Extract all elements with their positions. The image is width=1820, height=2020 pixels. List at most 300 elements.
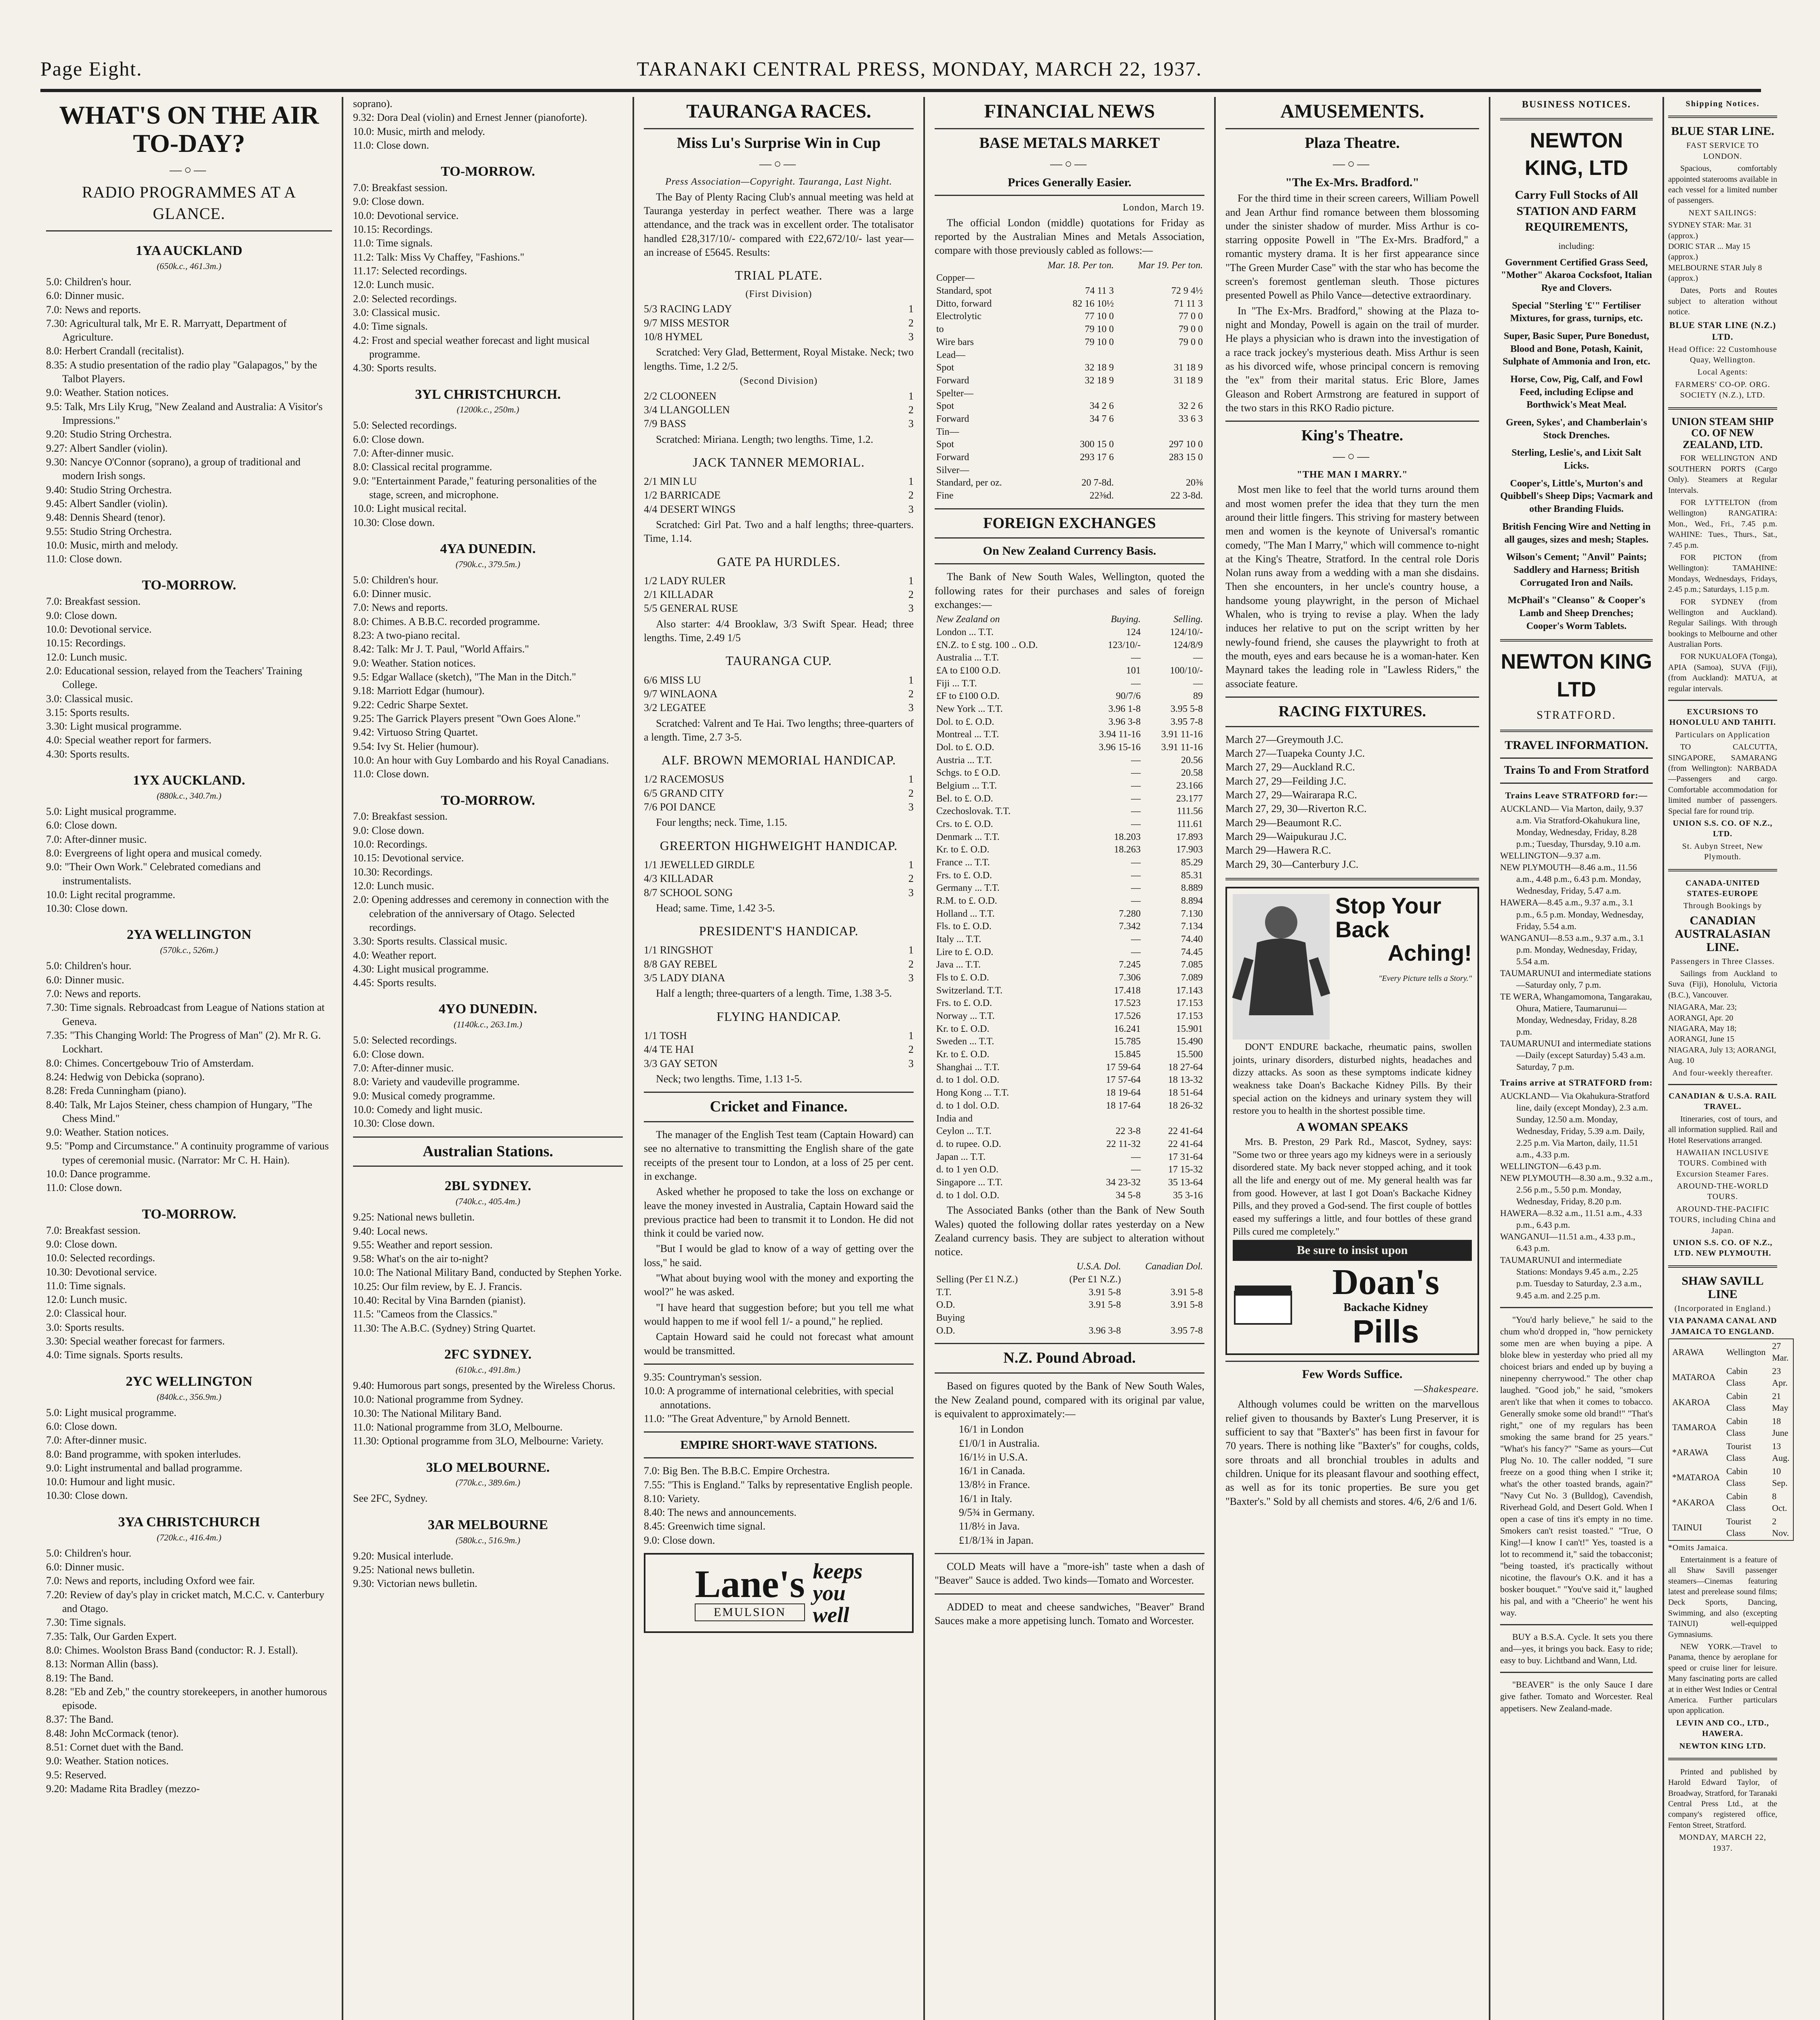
table-cell: Fls to £. O.D. xyxy=(936,972,989,983)
table-cell: Singapore ... T.T. xyxy=(936,1177,1003,1188)
race-notes: Half a length; three-quarters of a length. Time, 1.38 3-5. xyxy=(656,987,892,999)
shaw-cell: *MATAROA xyxy=(1672,1472,1720,1482)
table-cell: 7.306 xyxy=(1119,972,1141,983)
table-cell: 3.96 1-8 xyxy=(1108,704,1141,714)
programme-item: 11.0: Close down. xyxy=(46,1182,122,1194)
programme-item: 11.0: Close down. xyxy=(353,139,429,151)
table-cell: Spot xyxy=(936,401,954,412)
table-row xyxy=(935,426,1204,439)
table-cell: 20 7-8d. xyxy=(1081,478,1114,488)
programme-item: 7.0: Breakfast session. xyxy=(353,182,448,194)
doans-subheading: A WOMAN SPEAKS xyxy=(1296,1120,1408,1134)
radio-continued-column xyxy=(343,97,634,2020)
new-york-notice: NEW YORK.—Travel to Panama, thence by aeroplane for speed or cruise liner for leisure. Many fascinating ports are called at in either West Indies or Central America. Further particulars upon application. xyxy=(1668,1642,1777,1715)
race-runner-row xyxy=(644,403,914,417)
programme-item: 5.0: Light musical programme. xyxy=(46,805,177,817)
station-name: 1YA AUCKLAND xyxy=(135,243,243,258)
table-row xyxy=(935,464,1204,477)
table-cell xyxy=(1116,349,1204,362)
programme-item: 5.0: Light musical programme. xyxy=(46,1406,177,1418)
lanes-tag-you: you xyxy=(813,1581,846,1605)
programme-item: 11.0: Close down. xyxy=(353,768,429,780)
runner-name: 9/7 WINLAONA xyxy=(644,688,718,700)
table-cell: Japan ... T.T. xyxy=(936,1151,986,1162)
table-cell: 124 xyxy=(1126,627,1141,638)
programme-item: 9.22: Cedric Sharpe Sextet. xyxy=(353,699,469,711)
sailing-item: DORIC STAR ... May 15 (approx.) xyxy=(1668,242,1751,262)
race-runner-row xyxy=(644,588,914,602)
programme-item: 6.0: Close down. xyxy=(353,1048,425,1060)
levin-and-co: LEVIN AND CO., LTD., HAWERA. xyxy=(1676,1718,1769,1738)
programme-item: 10.30: Recordings. xyxy=(353,866,433,878)
plaza-paragraph: For the third time in their screen careers, William Powell and Jean Arthur find romance between them blossoming under the sinister shadow of murder. Miss Arthur is co-starring opposite Powell in "The Ex-Mrs. Bradford," a romantic mystery drama. It is her first appearance since "The Green Murder Case" with the star who has become the screen's foremost gentleman sleuth. Those pictures presented Powell as Philo Vance—detective extraordinary. xyxy=(1225,192,1479,301)
table-cell: 18 13-32 xyxy=(1168,1075,1203,1086)
race-name: PRESIDENT'S HANDICAP. xyxy=(699,924,859,938)
runner-place: 3 xyxy=(908,330,914,343)
table-row xyxy=(935,310,1204,323)
table-cell: Frs. to £. O.D. xyxy=(936,870,992,881)
runner-place: 2 xyxy=(908,688,914,700)
table-cell: 15.845 xyxy=(1114,1049,1141,1060)
table-cell: 15.500 xyxy=(1176,1049,1203,1060)
table-row xyxy=(935,754,1204,767)
programme-item: 4.0: Time signals. xyxy=(353,320,428,332)
programme-item: 8.37: The Band. xyxy=(46,1713,114,1725)
nz-pound-list xyxy=(935,1422,1204,1547)
canadian-australasian-note: And four-weekly thereafter. xyxy=(1672,1068,1773,1077)
table-cell: 79 10 0 xyxy=(1084,337,1114,347)
pound-item: 11/8½ in Java. xyxy=(959,1520,1020,1532)
table-cell: France ... T.T. xyxy=(936,857,990,868)
divider xyxy=(353,1136,623,1138)
runner-place: 3 xyxy=(908,702,914,714)
table-cell xyxy=(1122,1273,1204,1286)
programme-item: 9.48: Dennis Sheard (tenor). xyxy=(46,511,166,524)
dollar-rates-note: The Associated Banks (other than the Bank of New South Wales) quoted the following dollar rates yesterday on a New Zealand currency basis. They are subject to alteration without notice. xyxy=(935,1204,1204,1258)
table-cell: 18 51-64 xyxy=(1168,1088,1203,1098)
canadian-australasian-sailings xyxy=(1668,1002,1777,1066)
radio-station-list xyxy=(46,242,332,1796)
table-cell: 17 57-64 xyxy=(1106,1075,1141,1086)
shaw-savill-body: Entertainment is a feature of all Shaw Savill passenger steamers—Cinemas featuring latest and prerelease sound films; Deck Sports, Dancing, Swimming, and also (excepting TAINUI) well-equipped Gymnasiums. xyxy=(1668,1555,1777,1639)
station-frequency: (720k.c., 416.4m.) xyxy=(156,1532,222,1542)
shaw-cell: Cabin Class xyxy=(1726,1491,1748,1513)
table-cell: (Per £1 N.Z.) xyxy=(1069,1274,1121,1285)
table-cell: 20.56 xyxy=(1181,755,1203,766)
runner-name: 1/2 RACEMOSUS xyxy=(644,773,724,785)
table-row xyxy=(935,690,1204,703)
table-cell: Kr. to £. O.D. xyxy=(936,844,990,855)
runner-name: 6/5 GRAND CITY xyxy=(644,787,725,799)
train-departure: TE WERA, Whangamomona, Tangarakau, Ohura, Matiere, Taumarunui—Monday, Wednesday, Friday, 8.28 p.m. xyxy=(1500,991,1652,1037)
table-cell: Fls. to £. O.D. xyxy=(936,921,992,932)
divider xyxy=(1225,128,1479,129)
programme-item: 3.30: Special weather forecast for farmers. xyxy=(46,1335,225,1347)
station-frequency: (840k.c., 356.9m.) xyxy=(156,1391,222,1402)
runner-name: 1/1 JEWELLED GIRDLE xyxy=(644,858,755,871)
train-departure: AUCKLAND— Via Marton, daily, 9.37 a.m. Via Stratford-Okahukura line, Monday, Wednesday, Friday, 8.28 p.m.; Tuesday, Thursday, 9.10 a.m. xyxy=(1500,804,1643,849)
divider xyxy=(1225,421,1479,422)
table-row xyxy=(935,985,1204,997)
shaw-row xyxy=(1669,1439,1793,1464)
table-cell: £A to £100 O.D. xyxy=(936,665,1001,676)
programme-item: 9.0: Light instrumental and ballad programme. xyxy=(46,1462,242,1474)
newton-king-item: McPhail's "Cleanso" & Cooper's Lamb and Sheep Drenches; Cooper's Worm Tablets. xyxy=(1507,595,1646,631)
table-row xyxy=(935,665,1204,678)
table-row xyxy=(935,1164,1204,1176)
races-dateline: Press Association—Copyright. Tauranga, Last Night. xyxy=(665,177,892,187)
programme-item: 7.0: Breakfast session. xyxy=(46,595,141,608)
amusements-heading: AMUSEMENTS. xyxy=(1280,101,1425,122)
table-cell: 3.95 7-8 xyxy=(1171,716,1203,727)
sailing-item: NIAGARA, Mar. 23; AORANGI, Apr. 20 xyxy=(1668,1003,1737,1023)
table-cell: — xyxy=(1131,755,1141,766)
racing-fixture: March 29—Hawera R.C. xyxy=(1225,844,1331,856)
runner-place: 1 xyxy=(908,574,914,587)
empire-shortwave-heading: EMPIRE SHORT-WAVE STATIONS. xyxy=(680,1438,877,1452)
table-cell: 33 6 3 xyxy=(1179,413,1203,424)
table-cell: Dol. to £. O.D. xyxy=(936,742,994,753)
table-cell: 300 15 0 xyxy=(1080,439,1114,450)
table-row xyxy=(935,490,1204,503)
divider-ornament: —○— xyxy=(1050,157,1089,170)
runner-name: 2/2 CLOONEEN xyxy=(644,390,717,402)
farmers-coop: FARMERS' CO-OP. ORG. SOCIETY (N.Z.), LTD. xyxy=(1675,380,1770,400)
runner-place: 1 xyxy=(908,674,914,686)
table-cell: O.D. xyxy=(936,1325,955,1336)
programme-item: 2.0: Selected recordings. xyxy=(353,292,457,305)
runner-name: 8/8 GAY REBEL xyxy=(644,958,717,970)
programme-item: 5.0: Selected recordings. xyxy=(353,1034,457,1046)
table-row xyxy=(935,831,1204,844)
table-cell xyxy=(1116,464,1204,477)
programme-item: 9.25: National news bulletin. xyxy=(353,1563,475,1576)
foreign-exchanges-heading: FOREIGN EXCHANGES xyxy=(983,514,1156,532)
kings-film-title: "THE MAN I MARRY." xyxy=(1297,469,1408,480)
race-runner-row xyxy=(644,417,914,431)
pill-box-icon xyxy=(1233,1284,1293,1328)
divider xyxy=(935,1343,1204,1344)
table-row xyxy=(935,1312,1204,1325)
table-cell xyxy=(1025,349,1116,362)
radio-column xyxy=(36,97,343,2020)
table-row xyxy=(935,1023,1204,1036)
table-row xyxy=(935,438,1204,451)
programme-item: 10.0: A programme of international celebrities, with special annotations. xyxy=(644,1385,894,1411)
table-cell: 17.153 xyxy=(1176,998,1203,1009)
table-cell xyxy=(1049,1312,1122,1325)
table-cell: 20⅜ xyxy=(1186,478,1203,488)
table-cell: 3.91 5-8 xyxy=(1171,1300,1203,1311)
table-cell: Fine xyxy=(936,490,954,501)
programme-item: 7.35: Talk, Our Garden Expert. xyxy=(46,1630,177,1642)
programme-item: 10.30: Devotional service. xyxy=(46,1266,157,1278)
programme-item: 11.30: Optional programme from 3LO, Melbourne: Variety. xyxy=(353,1435,604,1447)
programme-item: 7.0: After-dinner music. xyxy=(46,833,147,845)
table-cell: — xyxy=(1131,806,1141,817)
table-cell: Austria ... T.T. xyxy=(936,755,992,766)
table-cell: 20.58 xyxy=(1181,768,1203,779)
table-row xyxy=(935,1138,1204,1151)
union-steamship-item: FOR WELLINGTON AND SOUTHERN PORTS (Cargo Only). Steamers at Regular Intervals. xyxy=(1668,454,1777,495)
programme-item: 6.0: Dinner music. xyxy=(46,290,124,302)
races-column xyxy=(634,97,925,2020)
divider xyxy=(1500,639,1653,642)
divider xyxy=(935,1593,1204,1595)
blue-star-note: Dates, Ports and Routes subject to alteration without notice. xyxy=(1668,286,1777,317)
divider xyxy=(1500,118,1653,120)
race-runner-row xyxy=(644,475,914,488)
programme-item: 9.20: Studio String Orchestra. xyxy=(46,428,172,440)
race-runner-row xyxy=(644,330,914,344)
programme-item: 9.0: "Their Own Work." Celebrated comedians and instrumentalists. xyxy=(46,861,261,887)
table-row xyxy=(935,400,1204,413)
table-row xyxy=(935,1113,1204,1126)
table-row xyxy=(935,1074,1204,1087)
masthead xyxy=(40,48,1761,92)
table-cell: Crs. to £. O.D. xyxy=(936,819,993,830)
table-header-cell: Mar. 18. Per ton. xyxy=(1047,260,1114,271)
levin-newton-king: NEWTON KING LTD. xyxy=(1679,1741,1766,1751)
finance-heading: FINANCIAL NEWS xyxy=(984,101,1155,122)
table-cell: 16.241 xyxy=(1114,1023,1141,1034)
table-row xyxy=(935,1325,1204,1338)
table-cell: — xyxy=(1193,652,1203,663)
programme-item: 10.0: Dance programme. xyxy=(46,1168,151,1180)
pound-item: 16/1½ in U.S.A. xyxy=(959,1451,1028,1463)
racing-fixture: March 29, 30—Canterbury J.C. xyxy=(1225,858,1359,870)
table-row xyxy=(935,1299,1204,1312)
table-cell: — xyxy=(1131,870,1141,881)
station-name: 2YC WELLINGTON xyxy=(126,1374,252,1389)
programme-item: 9.30: Nancye O'Connor (soprano), a group of traditional and modern Irish songs. xyxy=(46,456,301,482)
table-row xyxy=(935,780,1204,793)
table-cell: 3.96 15-16 xyxy=(1099,742,1141,753)
doans-brand-sub: Backache Kidney xyxy=(1343,1301,1428,1314)
race-division: (First Division) xyxy=(745,288,812,299)
programme-item: 4.30: Sports results. xyxy=(353,362,437,374)
table-row xyxy=(935,678,1204,690)
newton-king-stratford-sub: STRATFORD. xyxy=(1536,709,1616,722)
runner-place: 2 xyxy=(908,404,914,416)
base-metals-table xyxy=(935,259,1204,503)
train-arrival: NEW PLYMOUTH—8.30 a.m., 9.32 a.m., 2.56 p.m., 5.50 p.m. Monday, Wednesday, Friday, 8.20 p.m. xyxy=(1500,1173,1653,1207)
kings-theatre-heading: King's Theatre. xyxy=(1301,427,1403,444)
newton-king-item: British Fencing Wire and Netting in all gauges, sizes and mesh; Staples. xyxy=(1502,521,1651,545)
divider xyxy=(935,508,1204,509)
table-cell: Spot xyxy=(936,362,954,373)
table-cell: 3.95 7-8 xyxy=(1171,1325,1203,1336)
programme-item: 4.0: Time signals. Sports results. xyxy=(46,1349,183,1361)
programme-item: 9.54: Ivy St. Helier (humour). xyxy=(353,740,479,752)
runner-name: 9/7 MISS MESTOR xyxy=(644,317,729,329)
plaza-heading: Plaza Theatre. xyxy=(1305,134,1400,152)
table-cell: 71 11 3 xyxy=(1174,298,1203,309)
excursions-heading: EXCURSIONS TO HONOLULU AND TAHITI. xyxy=(1669,707,1776,727)
divider xyxy=(1668,116,1777,118)
programme-item: 9.5: "Pomp and Circumstance." A continuity programme of various types of ceremonial music. (Narrator: Mr C. H. Hain). xyxy=(46,1140,329,1166)
programme-item: 5.0: Children's hour. xyxy=(46,960,132,972)
racing-fixture: March 27, 29—Auckland R.C. xyxy=(1225,761,1355,773)
programme-item: 8.51: Cornet duet with the Band. xyxy=(46,1741,184,1753)
next-sailings-label: NEXT SAILINGS: xyxy=(1688,208,1757,217)
rail-body: Itineraries, cost of tours, and all information supplied. Rail and Hotel Reservations arranged. xyxy=(1668,1114,1777,1145)
station-name: TO-MORROW. xyxy=(441,164,535,179)
table-cell: 79 10 0 xyxy=(1084,324,1114,335)
programme-item: 10.0: An hour with Guy Lombardo and his Royal Canadians. xyxy=(353,754,609,766)
shipping-column xyxy=(1664,97,1790,2020)
newton-king-item: Sterling, Leslie's, and Lixit Salt Licks. xyxy=(1511,448,1641,471)
race-notes: Also starter: 4/4 Brooklaw, 3/3 Swift Spear. Head; three lengths. Time, 2.49 1/5 xyxy=(644,618,914,644)
programme-item: 10.15: Recordings. xyxy=(353,223,433,236)
runner-name: 7/9 BASS xyxy=(644,418,686,430)
race-name: GREERTON HIGHWEIGHT HANDICAP. xyxy=(660,838,898,853)
table-row xyxy=(935,805,1204,818)
table-row xyxy=(935,856,1204,869)
programme-item: 9.0: Weather. Station notices. xyxy=(46,1126,169,1138)
programme-item: 8.0: Classical recital programme. xyxy=(353,461,492,473)
tobacco-story xyxy=(1500,1314,1653,1619)
programme-item: 11.30: The A.B.C. (Sydney) String Quartet. xyxy=(353,1322,536,1334)
programme-item: 10.30: Close down. xyxy=(46,1490,128,1502)
programme-item: 9.0: Close down. xyxy=(353,824,425,836)
programme-item: 10.0: Selected recordings. xyxy=(46,1252,156,1264)
runner-place: 1 xyxy=(908,858,914,871)
runner-place: 3 xyxy=(908,602,914,614)
divider xyxy=(1668,1084,1777,1085)
runner-name: 1/2 LADY RULER xyxy=(644,574,726,587)
programme-item: 7.0: After-dinner music. xyxy=(46,1434,147,1446)
beaver-sauce-notice: "BEAVER" is the only Sauce I dare give father. Tomato and Worcester. Real appetisers. New Zealand-made. xyxy=(1500,1679,1653,1713)
programme-item: 9.27: Albert Sandler (violin). xyxy=(46,442,168,454)
table-cell: 22 11-32 xyxy=(1106,1138,1141,1149)
programme-item: 9.40: Local news. xyxy=(353,1225,428,1237)
programme-item: 12.0: Lunch music. xyxy=(353,279,434,291)
shaw-cell: 13 Aug. xyxy=(1772,1441,1790,1463)
table-cell: 35 3-16 xyxy=(1173,1190,1203,1201)
station-name: 4YO DUNEDIN. xyxy=(439,1002,537,1017)
table-cell: Frs. to £. O.D. xyxy=(936,998,992,1009)
table-row xyxy=(935,626,1204,639)
race-runner-row xyxy=(644,602,914,615)
table-header-cell xyxy=(935,1260,1049,1273)
table-cell: India and xyxy=(936,1113,973,1124)
table-cell: 100/10/- xyxy=(1170,665,1203,676)
lanes-sub: EMULSION xyxy=(695,1603,805,1621)
programme-item: 9.20: Musical interlude. xyxy=(353,1550,454,1562)
programme-item: 3.30: Light musical programme. xyxy=(46,720,182,732)
race-runner-row xyxy=(644,389,914,403)
runner-place: 2 xyxy=(908,873,914,885)
table-cell: 17 59-64 xyxy=(1106,1062,1141,1073)
union-steamship-item: FOR PICTON (from Wellington): TAMAHINE: Mondays, Wednesdays, Fridays, 2.45 p.m.; Saturdays, 1.15 p.m. xyxy=(1668,553,1777,594)
table-cell: Sweden ... T.T. xyxy=(936,1036,994,1047)
programme-item: 9.5: Reserved. xyxy=(46,1769,107,1781)
table-row xyxy=(935,336,1204,349)
pound-item: 9/5¾ in Germany. xyxy=(959,1507,1035,1519)
table-cell: Australia ... T.T. xyxy=(936,652,999,663)
runner-name: 6/6 MISS LU xyxy=(644,674,701,686)
divider-ornament: —○— xyxy=(169,163,209,177)
canada-heading: CANADA-UNITED STATES-EUROPE xyxy=(1685,878,1760,898)
table-cell: R.M. to £. O.D. xyxy=(936,896,997,907)
programme-item: 10.0: Devotional service. xyxy=(46,623,152,635)
table-row xyxy=(935,741,1204,754)
divider xyxy=(1225,878,1479,880)
table-cell: Shanghai ... T.T. xyxy=(936,1062,1000,1073)
train-departure: WELLINGTON—9.37 a.m. xyxy=(1500,850,1601,861)
race-name: TAURANGA CUP. xyxy=(725,653,832,668)
imprint-date: MONDAY, MARCH 22, 1937. xyxy=(1679,1833,1766,1853)
races-headline: Miss Lu's Surprise Win in Cup xyxy=(677,134,881,152)
divider xyxy=(644,1121,914,1122)
table-cell: Forward xyxy=(936,375,969,386)
table-cell: — xyxy=(1131,678,1141,689)
race-name: ALF. BROWN MEMORIAL HANDICAP. xyxy=(661,753,896,768)
table-cell: — xyxy=(1131,1151,1141,1162)
newton-king-item: Special "Sterling '£'" Fertiliser Mixtures, for grass, turnips, etc. xyxy=(1510,300,1643,324)
programme-item: 9.58: What's on the air to-night? xyxy=(353,1253,488,1265)
pound-item: 13/8½ in France. xyxy=(959,1479,1030,1491)
programme-item: 9.30: Victorian news bulletin. xyxy=(353,1578,477,1590)
table-row xyxy=(935,1100,1204,1113)
blue-star-nz: BLUE STAR LINE (N.Z.) LTD. xyxy=(1669,320,1776,342)
table-cell: 17.418 xyxy=(1114,985,1141,996)
table-row xyxy=(935,1087,1204,1100)
shaw-cell: Cabin Class xyxy=(1726,1366,1748,1388)
runner-name: 2/1 KILLADAR xyxy=(644,589,714,601)
table-cell: 7.280 xyxy=(1119,908,1141,919)
programme-item: 4.0: Weather report. xyxy=(353,949,437,961)
racing-fixtures-list xyxy=(1225,733,1479,871)
table-cell: 18 17-64 xyxy=(1106,1100,1141,1111)
table-cell: 101 xyxy=(1126,665,1141,676)
race-runner-row xyxy=(644,687,914,701)
table-cell: 7.130 xyxy=(1181,908,1203,919)
table-header-cell: U.S.A. Dol. xyxy=(1076,1261,1121,1272)
programme-item: 12.0: Lunch music. xyxy=(353,880,434,892)
trains-leave-label: Trains Leave STRATFORD for:— xyxy=(1505,790,1648,801)
union-steamship-item: FOR NUKUALOFA (Tonga), APIA (Samoa), SUVA (Fiji), (from Auckland): MATUA, at regular intervals. xyxy=(1668,652,1777,693)
table-cell xyxy=(1122,1312,1204,1325)
runner-name: 3/2 LEGATEE xyxy=(644,702,706,714)
station-frequency: (650k.c., 461.3m.) xyxy=(156,261,222,271)
programme-item: 10.0: The National Military Band, conducted by Stephen Yorke. xyxy=(353,1267,622,1279)
divider xyxy=(935,195,1204,196)
travel-information-heading: TRAVEL INFORMATION. xyxy=(1505,739,1648,752)
table-cell: 3.94 11-16 xyxy=(1099,729,1141,740)
shaw-savill-heading: SHAW SAVILL LINE xyxy=(1681,1274,1764,1301)
table-row xyxy=(935,362,1204,375)
shaw-cell: Cabin Class xyxy=(1726,1416,1748,1438)
programme-item: 9.0: Close down. xyxy=(46,609,118,621)
train-arrival: AUCKLAND— Via Okahukura-Stratford line, daily (except Monday), 2.3 a.m. Sunday, 12.50 a.m. Monday, Wednesday, Friday, 5.39 a.m. Daily, 2.25 p.m. Via Marton, daily, 11.51 a.m., 4.33 p.m. xyxy=(1500,1090,1650,1160)
race-notes: Head; same. Time, 1.42 3-5. xyxy=(656,902,775,914)
programme-item: 8.45: Greenwich time signal. xyxy=(644,1520,766,1532)
hawaiian-tours: HAWAIIAN INCLUSIVE TOURS. Combined with Excursion Steamer Fares. xyxy=(1676,1148,1769,1178)
programme-item: 8.40: Talk, Mr Lajos Steiner, chess champion of Hungary, "The Chess Mind." xyxy=(46,1098,313,1124)
race-runner-row xyxy=(644,800,914,814)
table-cell: Buying xyxy=(936,1313,965,1324)
table-cell: 3.91 5-8 xyxy=(1171,1287,1203,1298)
table-cell: Germany ... T.T. xyxy=(936,883,1000,894)
station-frequency: (1200k.c., 250m.) xyxy=(456,404,519,415)
programme-item: 4.30: Sports results. xyxy=(46,748,130,760)
shaw-row xyxy=(1669,1339,1793,1364)
bsa-cycle-ad: BUY a B.S.A. Cycle. It sets you there and—yes, it brings you back. Easy to ride; easy to buy. Lichtband and Wann, Ltd. xyxy=(1500,1632,1653,1666)
table-cell: 74 11 3 xyxy=(1085,286,1114,297)
table-cell: Java ... T.T. xyxy=(936,960,981,970)
